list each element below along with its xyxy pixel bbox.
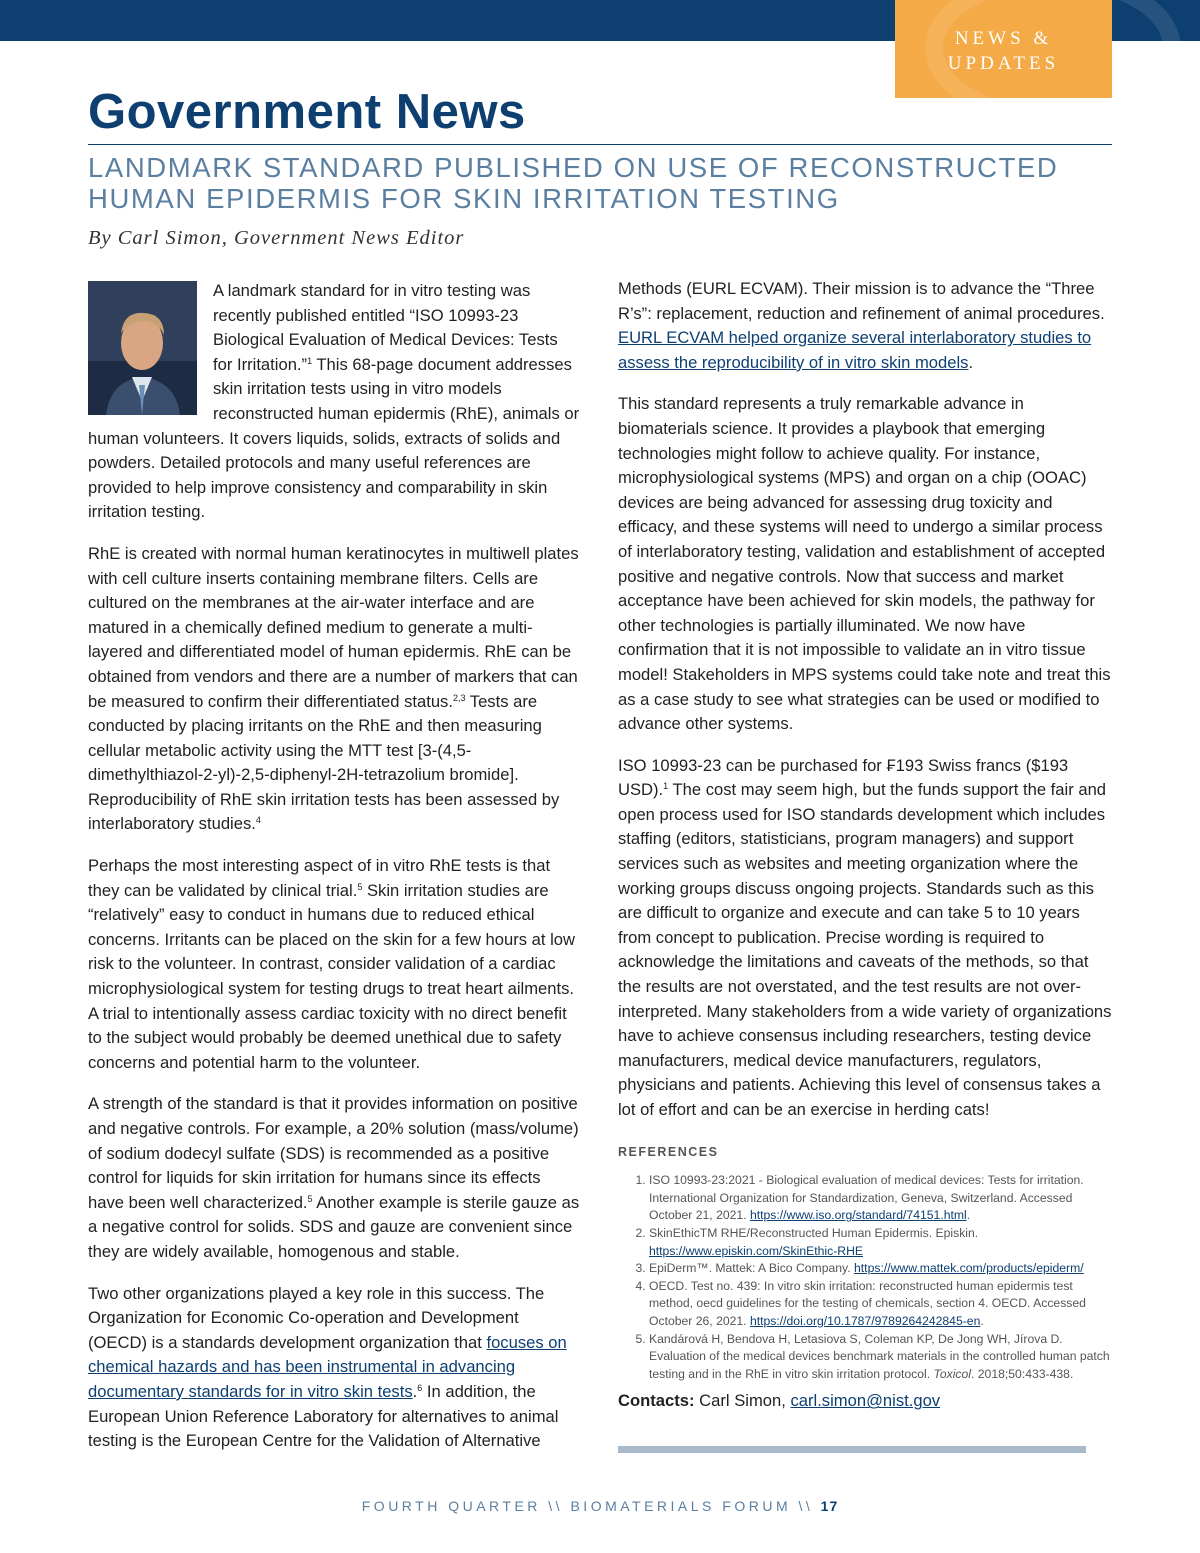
paragraph-2: RhE is created with normal human keratinocytes in multiwell plates with cell culture inserts containing membrane filters. Cells are cultured on the membranes at the air-water interface and are matured in a chemically defined medium to generate a multi-layered and differentiated model of human epidermis. RhE can be obtained from vendors and there are a number of markers that can be measured to confirm their differentiated status.$^{2,3}$ Tests are conducted by placing irritants on the RhE and then measuring cellular metabolic activity using the MTT test [3-(4,5-dimethylthiazol-2-yl)-2,5-diphenyl-2H-tetrazolium bromide]. Reproducibility of RhE skin irritation tests has been assessed by interlaboratory studies.$^4$ (88, 543, 579, 834)
eurl-ecvam-link[interactable]: EURL ECVAM helped organize several interlaboratory studies to assess the reproducibility of in vitro skin models (618, 328, 1092, 372)
paragraph-3: Perhaps the most interesting aspect of in vitro RhE tests is that they can be validated by clinical trial.$^5$ Skin irritation studies are “relatively” easy to conduct in humans due to reduced ethical concerns. Irritants can be placed on the skin for a few hours at low risk to the volunteer. In contrast, consider validation of a cardiac microphysiological system for testing drugs to treat heart ailments. A trial to intentionally assess cardiac toxicity with no direct benefit to the subject would probably be deemed unethical due to safety concerns and potential harm to the volunteer. (88, 856, 576, 1072)
paragraph-1: A landmark standard for in vitro testing was recently published entitled “ISO 10993-23 Biological Evaluation of Medical Devices: Tests for Irritation.”$^1$ This 68-page document addresses skin irritation tests using in vitro models reconstructed human epidermis (RhE), animals or human volunteers. It covers liquids, solids, extracts of solids and powders. Detailed protocols and many useful references are provided to help improve consistency and comparability in skin irritation testing. (88, 281, 580, 522)
reference-link[interactable]: https://doi.org/10.1787/9789264242845-en (749, 1313, 981, 1328)
reference-link[interactable]: https://www.episkin.com/SkinEthic-RHE (649, 1243, 864, 1258)
reference-link[interactable]: https://www.iso.org/standard/74151.html (749, 1208, 967, 1223)
author-photo (88, 281, 197, 415)
paragraph-5: Two other organizations played a key role in this success. The Organization for Economic Co-operation and Development (OECD) is a standards development organization that focuses on chemical hazards and has been instrumental in advancing documentary standards for in vitro skin tests.$^6$ In addition, the European Union Reference Laboratory for alternatives to animal testing is the European Centre for the Validation of Alternative (88, 1283, 567, 1451)
reference-item: 5. Kandárová H, Bendova H, Letasiova S, Coleman KP, De Jong WH, Jírova D. Evaluation of the medical devices benchmark materials in the controlled human patch testing and in the RhE in vitro skin irritation protocol. Toxicol. 2018;50:433-438. (649, 1331, 1112, 1384)
references-list (618, 1172, 1112, 1383)
reference-item: 3. EpiDerm™. Mattek: A Bico Company. https://www.mattek.com/products/epiderm/ (649, 1260, 1112, 1278)
right-column (618, 277, 1112, 1414)
author-portrait-icon (88, 281, 197, 415)
left-column (88, 279, 580, 1471)
article-headline: LANDMARK STANDARD PUBLISHED ON USE OF RECONSTRUCTED HUMAN EPIDERMIS FOR SKIN IRRITATION TESTING (88, 152, 1059, 214)
paragraph-7: This standard represents a truly remarkable advance in biomaterials science. It provides a playbook that emerging technologies might follow to achieve quality. For instance, microphysiological systems (MPS) and organ on a chip (OOAC) devices are being advanced for assessing drug toxicity and efficacy, and these systems will need to undergo a similar process of interlaboratory testing, validation and establishment of accepted positive and negative controls. Now that success and market acceptance have been achieved for skin models, the pathway for other technologies is partially illuminated. We now have confirmation that it is not impossible to validate an in vitro tissue model! Stakeholders in MPS systems could take note and treat this as a case study to see what strategies can be used or modified to advance other systems. (618, 394, 1111, 734)
contacts-label: Contacts: (618, 1391, 695, 1411)
badge-line-2: UPDATES (947, 53, 1060, 74)
title-rule (88, 144, 1112, 145)
page-title: Government News (88, 85, 526, 139)
paragraph-4: A strength of the standard is that it provides information on positive and negative controls. For example, a 20% solution (mass/volume) of sodium dodecyl sulfate (SDS) is recommended as a positive control for liquids for skin irritation for humans since its effects have been well characterized.$^5$ Another example is sterile gauze as a negative control for solids. SDS and gauze are convenient since they are widely available, homogenous and stable. (88, 1094, 580, 1261)
reference-item: 1. ISO 10993-23:2021 - Biological evaluation of medical devices: Tests for irritation. International Organization for Standardization, Geneva, Switzerland. Accessed October 21, 2021. https://www.iso.org/standard/74151.html. (649, 1172, 1112, 1225)
contacts-line: Contacts: Carl Simon, carl.simon@nist.gov (618, 1391, 941, 1411)
contact-email-link[interactable]: carl.simon@nist.gov (790, 1391, 941, 1411)
reference-item: 2. SkinEthicTM RHE/Reconstructed Human Epidermis. Episkin. https://www.episkin.com/SkinEthic-RHE (649, 1225, 1112, 1260)
news-updates-badge (895, 0, 1112, 98)
badge-line-1: NEWS & (954, 28, 1053, 49)
byline: By Carl Simon, Government News Editor (88, 227, 465, 249)
paragraph-8: ISO 10993-23 can be purchased for ₣193 Swiss francs ($193 USD).$^1$ The cost may seem high, but the funds support the fair and open process used for ISO standards development which includes staffing (editors, statisticians, program managers) and support services such as websites and meeting organization where the working groups discuss ongoing projects. Standards such as this are difficult to organize and execute and can take 5 to 10 years from concept to publication. Precise wording is required to acknowledge the limitations and caveats of the methods, so that the results are not overstated, and the test results are not over-interpreted. Many stakeholders from a wide variety of organizations have to achieve consensus including researchers, testing device manufacturers, medical device manufacturers, regulators, physicians and patients. Achieving this level of consensus takes a lot of effort and can be an exercise in herding cats! (618, 755, 1112, 1119)
page-number: 17 (820, 1498, 839, 1514)
column-end-bar (618, 1446, 1086, 1453)
reference-item: 4. OECD. Test no. 439: In vitro skin irritation: reconstructed human epidermis test method, oecd guidelines for the testing of chemicals, section 4. OECD. Accessed October 26, 2021. https://doi.org/10.1787/9789264242845-en. (649, 1278, 1112, 1331)
badge-swirl-decoration (925, 0, 1181, 126)
references-heading: REFERENCES (618, 1144, 719, 1159)
oecd-link[interactable]: focuses on chemical hazards and has been instrumental in advancing documentary standards for in vitro skin tests (88, 1332, 567, 1401)
page-footer: FOURTH QUARTER \\ BIOMATERIALS FORUM \\ 17 (361, 1498, 839, 1514)
paragraph-6: Methods (EURL ECVAM). Their mission is to advance the “Three R’s”: replacement, reduction and refinement of animal procedures. EURL ECVAM helped organize several interlaboratory studies to assess the reproducibility of in vitro skin models. (618, 279, 1105, 372)
reference-link[interactable]: https://www.mattek.com/products/epiderm/ (854, 1261, 1084, 1276)
